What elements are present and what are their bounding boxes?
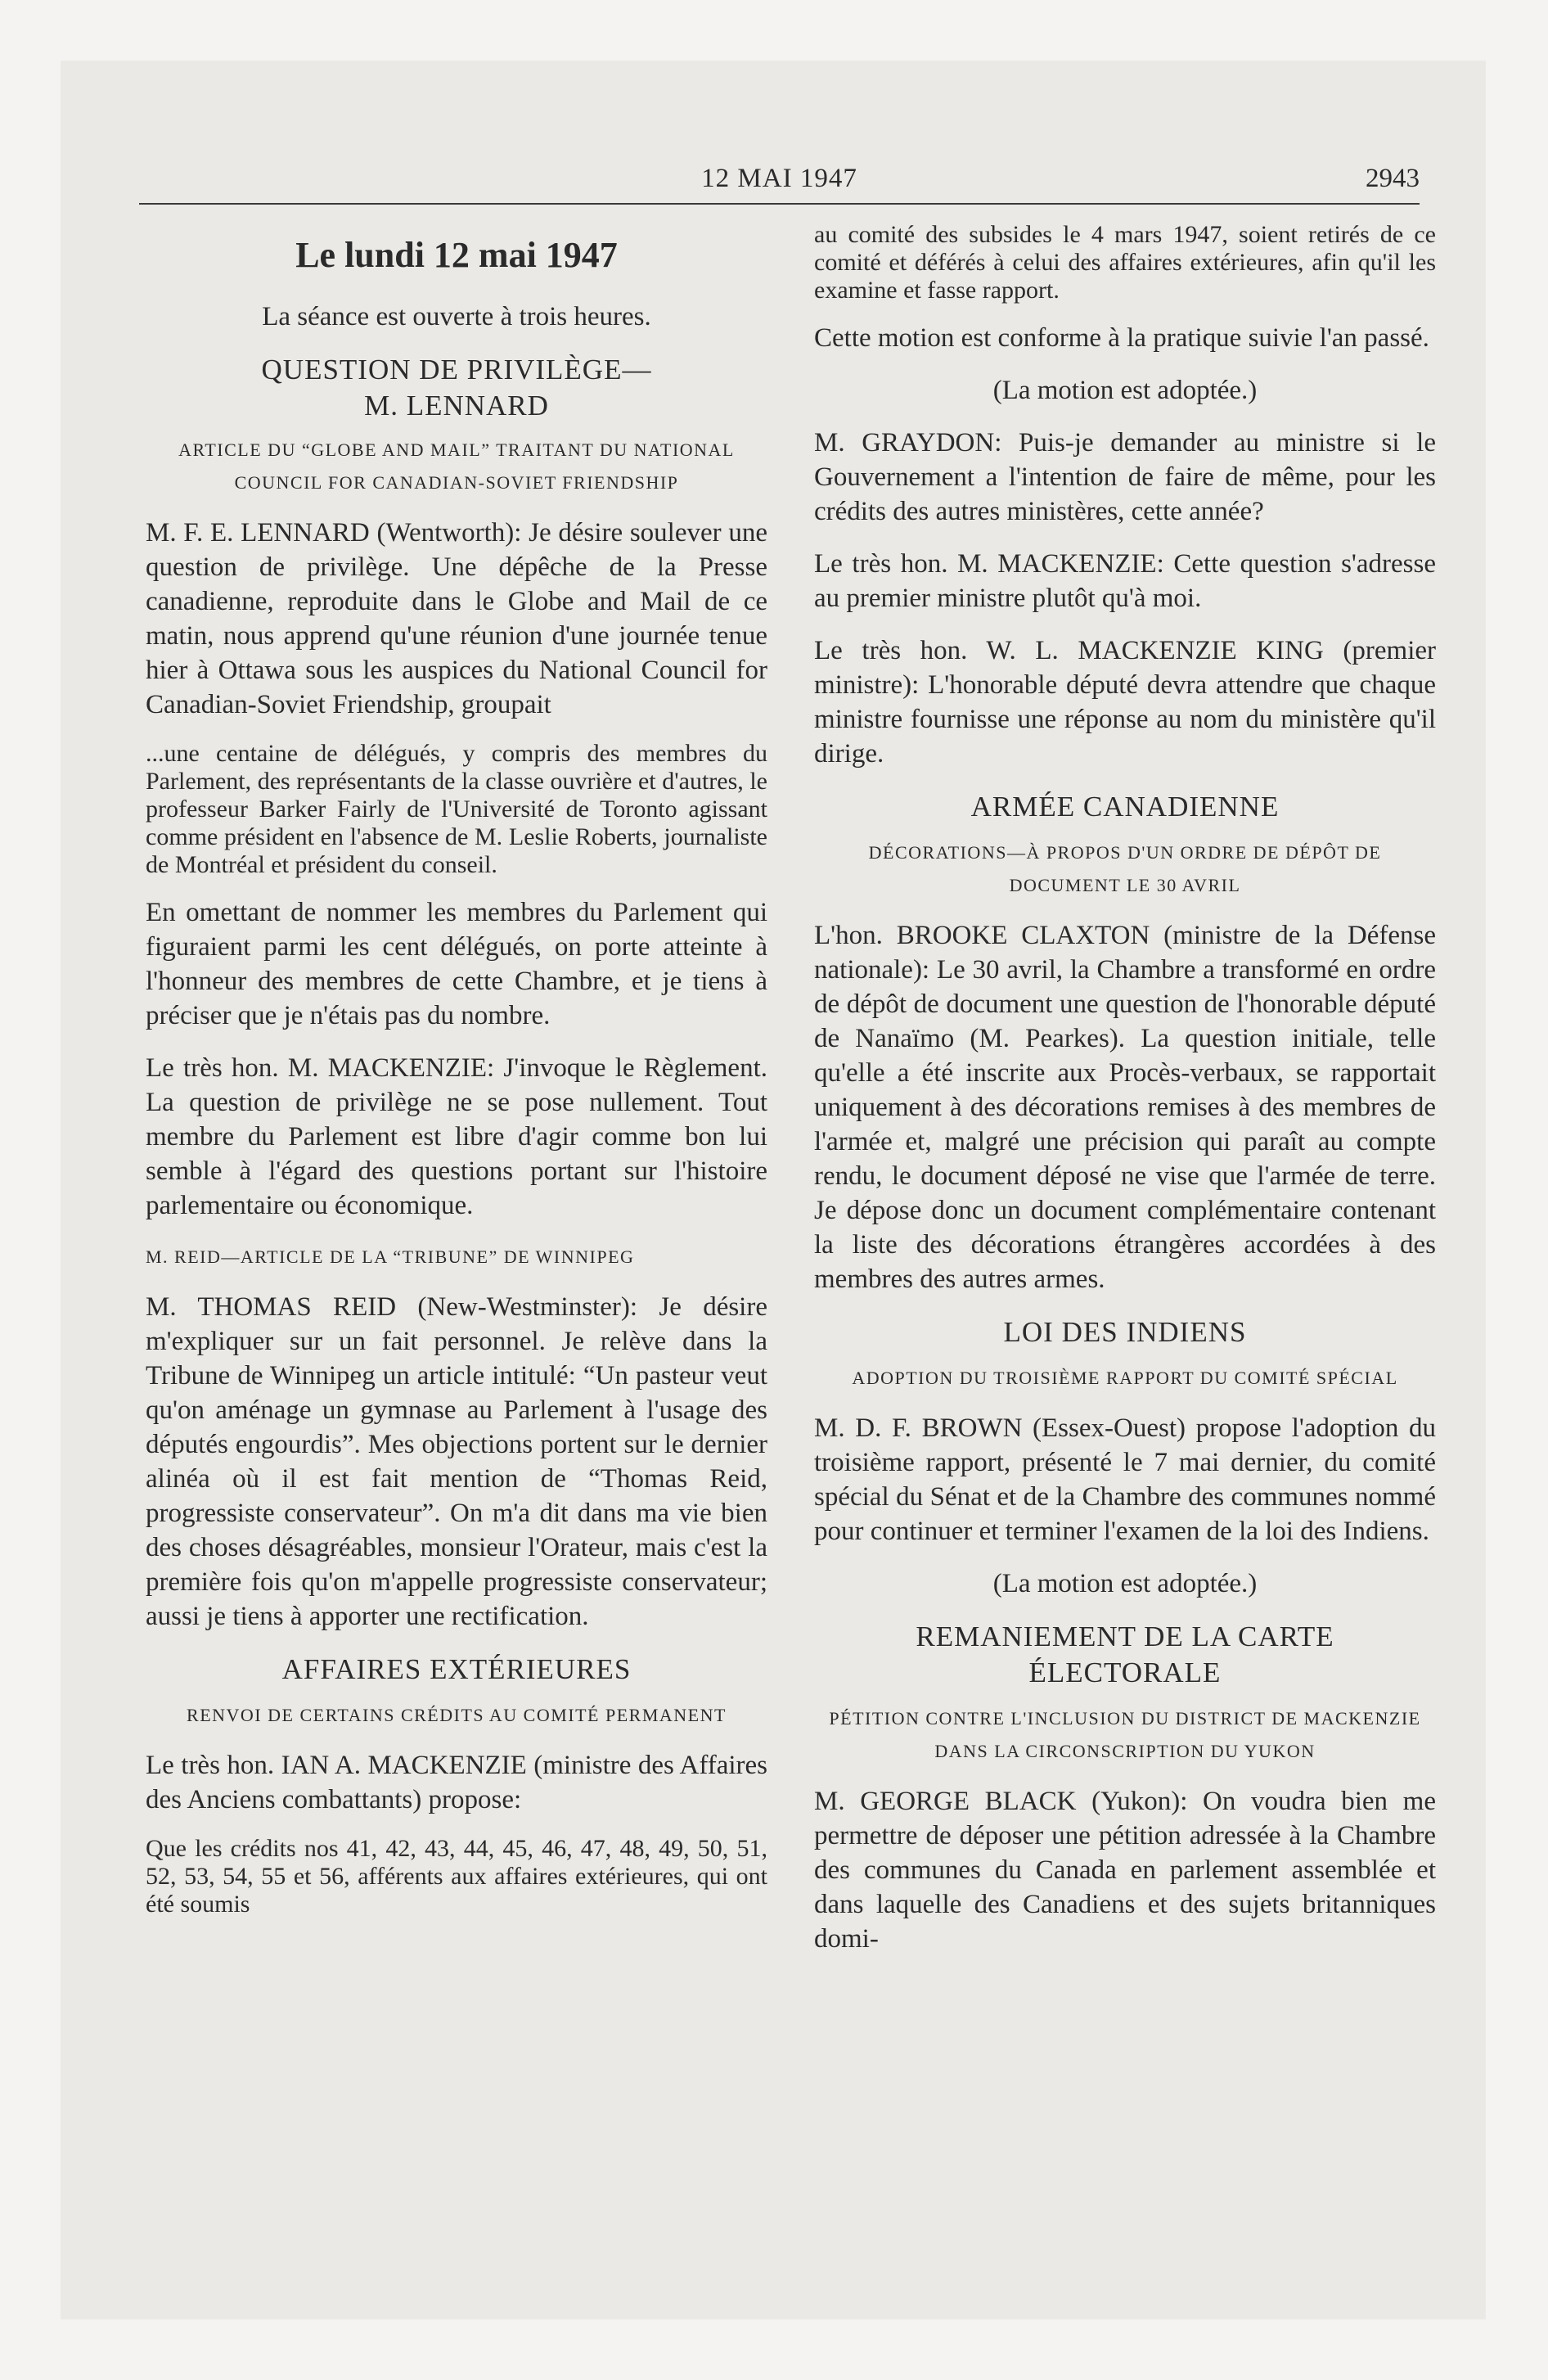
section-subtitle-petition: PÉTITION CONTRE L'INCLUSION DU DISTRICT DE MACKENZIE DANS LA CIRCONSCRIPTION DU YUKON xyxy=(829,1708,1421,1761)
header-date: 12 MAI 1947 xyxy=(701,164,857,193)
section-subtitle-reid: M. REID—ARTICLE DE LA “TRIBUNE” DE WINNIPEG xyxy=(146,1246,635,1267)
section-title-remaniement xyxy=(814,1619,1436,1691)
sitting-opening: La séance est ouverte à trois heures. xyxy=(262,302,651,331)
page-header xyxy=(139,105,1420,208)
paragraph: M. THOMAS REID (New-Westminster): Je désire m'expliquer sur un fait personnel. Je relève dans la Tribune de Winnipeg un article intitulé: “Un pasteur veut qu'on aménage un gymnase au Parlement à l'usage des députés engourdis”. Mes objections portent sur le dernier alinéa où il est fait mention de “Thomas Reid, progressiste conservateur”. On m'a dit dans ma vie bien des choses désagréables, monsieur l'Orateur, mais c'est la première fois qu'on m'appelle progressiste conservateur; aussi je tiens à apporter une rectification. xyxy=(146,1292,767,1631)
section-title-affaires: AFFAIRES EXTÉRIEURES xyxy=(281,1653,632,1685)
paragraph: M. GRAYDON: Puis-je demander au ministre si le Gouvernement a l'intention de faire de même, pour les crédits des autres ministères, cette année? xyxy=(814,428,1436,526)
paragraph: M. GEORGE BLACK (Yukon): On voudra bien me permettre de déposer une pétition adressée à la Chambre des communes du Canada en parlement assemblée et dans laquelle des Canadiens et des sujets britanniques domi- xyxy=(814,1787,1436,1954)
section-subtitle-renvoi: RENVOI DE CERTAINS CRÉDITS AU COMITÉ PERMANENT xyxy=(187,1705,727,1725)
paragraph: Cette motion est conforme à la pratique suivie l'an passé. xyxy=(814,323,1429,353)
section-subtitle-decorations: DÉCORATIONS—À PROPOS D'UN ORDRE DE DÉPÔT DE DOCUMENT LE 30 AVRIL xyxy=(868,842,1382,895)
section-title-line: REMANIEMENT DE LA CARTE xyxy=(916,1620,1334,1652)
paragraph: L'hon. BROOKE CLAXTON (ministre de la Défense nationale): Le 30 avril, la Chambre a transformé en ordre de dépôt de document une question de l'honorable député de Nanaïmo (M. Pearkes). La question initiale, telle qu'elle a été inscrite aux Procès-verbaux, se rapportait uniquement à des décorations remises à des membres de l'armée et, malgré une précision qui paraît au compte rendu, le document déposé ne vise que l'armée de terre. Je dépose donc un document complémentaire contenant la liste des décorations étrangères accordées à des membres des autres armes. xyxy=(814,921,1436,1294)
quoted-text-continued: au comité des subsides le 4 mars 1947, soient retirés de ce comité et déférés à celui des affaires extérieures, afin qu'il les examine et fasse rapport. xyxy=(814,221,1436,304)
section-subtitle-globe: ARTICLE DU “GLOBE AND MAIL” TRAITANT DU NATIONAL COUNCIL FOR CANADIAN-SOVIET FRIENDSHIP xyxy=(178,439,735,493)
paragraph: En omettant de nommer les membres du Parlement qui figuraient parmi les cent délégués, on porte atteinte à l'honneur des membres de cette Chambre, et je tiens à préciser que je n'étais pas du nombre. xyxy=(146,898,767,1030)
header-page-number: 2943 xyxy=(1366,164,1420,193)
section-title-indiens: LOI DES INDIENS xyxy=(1003,1316,1247,1348)
section-title-line: QUESTION DE PRIVILÈGE— xyxy=(261,354,652,385)
section-title-line: M. LENNARD xyxy=(364,390,549,421)
motion-adopted: (La motion est adoptée.) xyxy=(992,1569,1258,1598)
paragraph: Le très hon. M. MACKENZIE: J'invoque le Règlement. La question de privilège ne se pose nullement. Tout membre du Parlement est libre d'agir comme bon lui semble à l'égard des questions portant sur l'histoire parlementaire ou économique. xyxy=(146,1053,767,1220)
section-subtitle-rapport: ADOPTION DU TROISIÈME RAPPORT DU COMITÉ SPÉCIAL xyxy=(852,1368,1398,1388)
day-heading: Le lundi 12 mai 1947 xyxy=(295,235,618,275)
paragraph: M. F. E. LENNARD (Wentworth): Je désire soulever une question de privilège. Une dépêche de la Presse canadienne, reproduite dans le Globe and Mail de ce matin, nous apprend qu'une réunion d'une journée tenue hier à Ottawa sous les auspices du National Council for Canadian-Soviet Friendship, groupait xyxy=(146,518,767,719)
paragraph: M. D. F. BROWN (Essex-Ouest) propose l'adoption du troisième rapport, présenté le 7 mai dernier, du comité spécial du Sénat et de la Chambre des communes nommé pour continuer et terminer l'examen de la loi des Indiens. xyxy=(814,1413,1436,1546)
header-rule xyxy=(139,203,1420,205)
section-title-line: ÉLECTORALE xyxy=(1028,1657,1222,1688)
paragraph: Le très hon. IAN A. MACKENZIE (ministre des Affaires des Anciens combattants) propose: xyxy=(146,1751,767,1814)
paragraph: Le très hon. M. MACKENZIE: Cette question s'adresse au premier ministre plutôt qu'à moi. xyxy=(814,549,1436,613)
left-column xyxy=(146,221,767,1935)
right-column xyxy=(814,221,1436,1974)
paragraph: Le très hon. W. L. MACKENZIE KING (premier ministre): L'honorable député devra attendre que chaque ministre fournisse une réponse au nom du ministère qu'il dirige. xyxy=(814,636,1436,769)
section-title-privilege xyxy=(146,352,767,424)
section-title-armee: ARMÉE CANADIENNE xyxy=(970,791,1280,823)
quoted-text: ...une centaine de délégués, y compris des membres du Parlement, des représentants de la classe ouvrière et d'autres, le professeur Barker Fairly de l'Université de Toronto agissant comme président en l'absence de M. Leslie Roberts, journaliste de Montréal et président du conseil. xyxy=(146,740,767,878)
motion-adopted: (La motion est adoptée.) xyxy=(992,376,1258,405)
quoted-text: Que les crédits nos 41, 42, 43, 44, 45, 46, 47, 48, 49, 50, 51, 52, 53, 54, 55 et 56, afférents aux affaires extérieures, qui ont été soumis xyxy=(146,1835,767,1918)
